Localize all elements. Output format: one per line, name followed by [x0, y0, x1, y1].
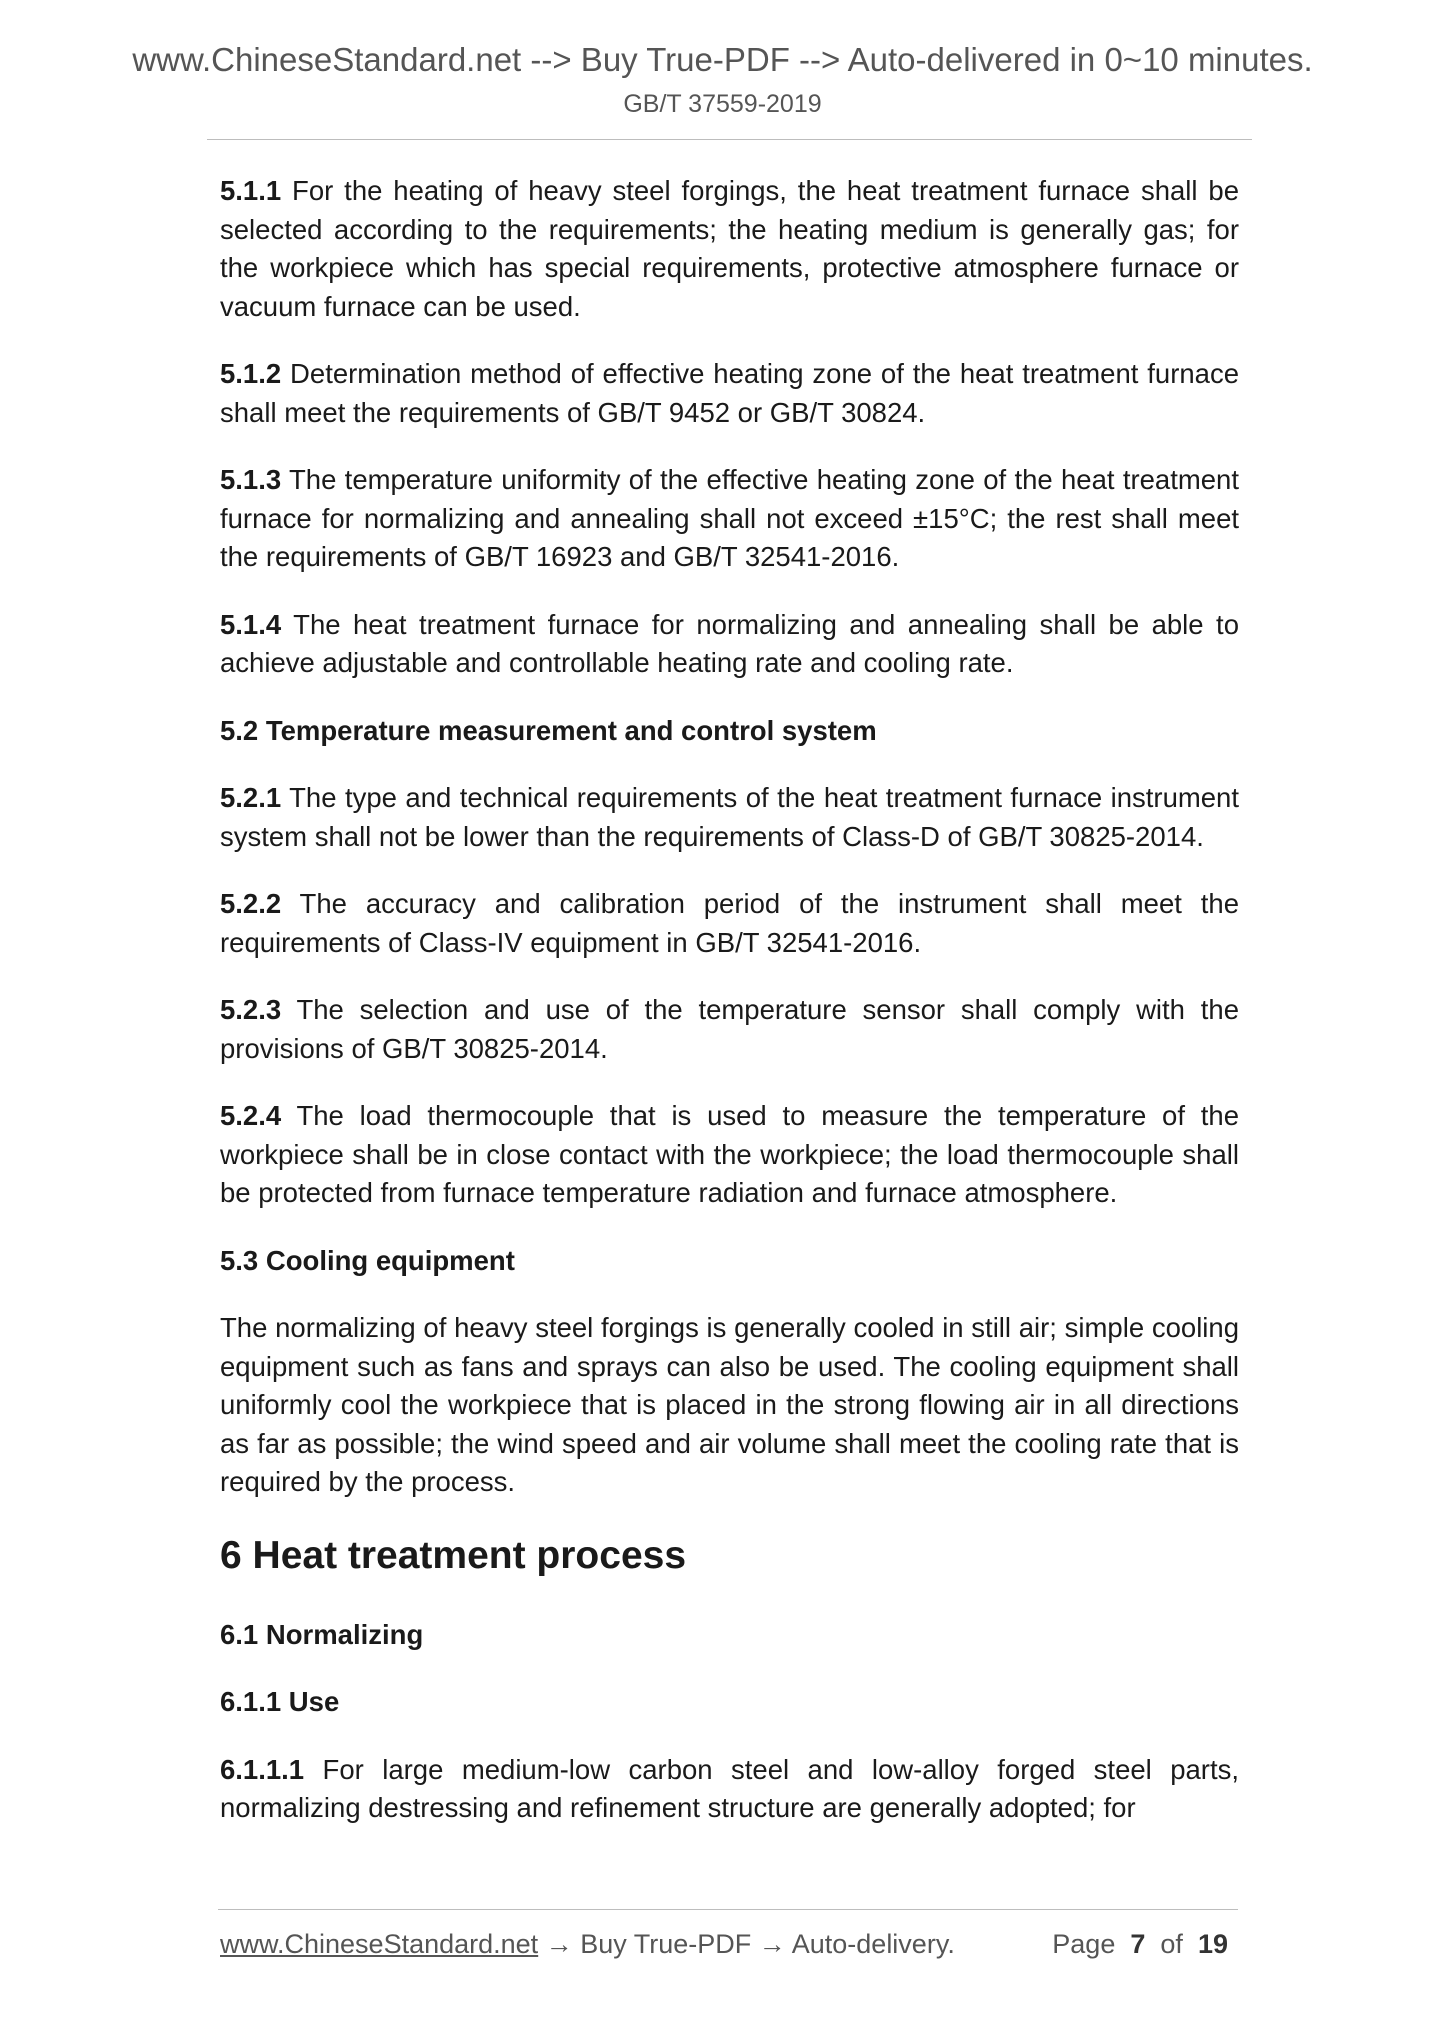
- clause-number: 5.2.2: [220, 888, 282, 919]
- clause-5-2-3: [220, 991, 1239, 1068]
- clause-text: The heat treatment furnace for normalizing and annealing shall be able to achieve adjustable and controllable heating rate and cooling rate.: [220, 608, 1239, 678]
- clause-6-1-1-1: [220, 1751, 1239, 1828]
- clause-number: 5.2.3: [220, 994, 282, 1025]
- clause-text: The selection and use of the temperature sensor shall comply with the provisions of GB/T 30825-2014.: [220, 994, 1239, 1064]
- section-heading-6-1-1: 6.1.1 Use: [220, 1686, 340, 1717]
- clause-5-2-4: [220, 1097, 1239, 1213]
- clause-5-1-1: [220, 172, 1239, 326]
- paragraph-5-3: The normalizing of heavy steel forgings is generally cooled in still air; simple cooling equipment such as fans and sprays can also be used. The cooling equipment shall uniformly cool the workpiece that is placed in the strong flowing air in all directions as far as possible; the wind speed and air volume shall meet the cooling rate that is required by the process.: [220, 1312, 1239, 1497]
- document-code: GB/T 37559-2019: [623, 90, 822, 118]
- clause-text: For the heating of heavy steel forgings, the heat treatment furnace shall be selected according to the requirements; the heating medium is generally gas; for the workpiece which has special requirements, protective atmosphere furnace or vacuum furnace can be used.: [220, 175, 1239, 322]
- clause-number: 5.1.3: [220, 464, 282, 495]
- of-label: of: [1160, 1929, 1183, 1959]
- section-heading-5-3: 5.3 Cooling equipment: [220, 1244, 515, 1276]
- clause-number: 6.1.1.1: [220, 1753, 305, 1785]
- footer-website-link[interactable]: www.ChineseStandard.net: [220, 1929, 539, 1959]
- top-banner: www.ChineseStandard.net --> Buy True-PDF --> Auto-delivered in 0~10 minutes.: [132, 41, 1313, 78]
- clause-text: The type and technical requirements of the heat treatment furnace instrument system shall not be lower than the requirements of Class-D of GB/T 30825-2014.: [220, 782, 1239, 852]
- clause-5-1-2: [220, 355, 1239, 432]
- page-total: 19: [1197, 1929, 1228, 1959]
- clause-number: 5.2.4: [220, 1100, 282, 1131]
- clause-5-1-3: [220, 461, 1239, 577]
- clause-number: 5.1.1: [220, 175, 282, 206]
- footer-divider: [218, 1909, 1238, 1910]
- header-divider: [207, 139, 1252, 140]
- page-indicator: [1052, 1926, 1228, 1962]
- clause-number: 5.1.4: [220, 608, 282, 640]
- page-content: [220, 172, 1239, 1857]
- section-heading-5-2: 5.2 Temperature measurement and control system: [220, 714, 877, 746]
- clause-5-2-2: [220, 885, 1239, 962]
- page-footer: [220, 1926, 1239, 1962]
- clause-text: Determination method of effective heating zone of the heat treatment furnace shall meet the requirements of GB/T 9452 or GB/T 30824.: [220, 358, 1239, 428]
- clause-text: The load thermocouple that is used to measure the temperature of the workpiece shall be in close contact with the workpiece; the load thermocouple shall be protected from furnace temperature radiation and furnace atmosphere.: [220, 1100, 1239, 1208]
- page-number: 7: [1130, 1929, 1146, 1959]
- clause-5-1-4: [220, 606, 1239, 683]
- clause-text: For large medium-low carbon steel and low-alloy forged steel parts, normalizing destressing and refinement structure are generally adopted; for: [220, 1753, 1239, 1823]
- clause-number: 5.1.2: [220, 358, 282, 389]
- clause-text: The temperature uniformity of the effective heating zone of the heat treatment furnace for normalizing and annealing shall not exceed ±15°C; the rest shall meet the requirements of GB/T 16923 and GB/T 32541-2016.: [220, 464, 1239, 572]
- clause-number: 5.2.1: [220, 782, 282, 813]
- section-heading-6-1: 6.1 Normalizing: [220, 1618, 424, 1650]
- chapter-heading-6: 6 Heat treatment process: [220, 1533, 687, 1577]
- clause-text: The accuracy and calibration period of the instrument shall meet the requirements of Class-IV equipment in GB/T 32541-2016.: [220, 888, 1239, 958]
- page-label: Page: [1052, 1929, 1116, 1959]
- footer-text: → Buy True-PDF → Auto-delivery.: [538, 1929, 955, 1959]
- clause-5-2-1: [220, 779, 1239, 856]
